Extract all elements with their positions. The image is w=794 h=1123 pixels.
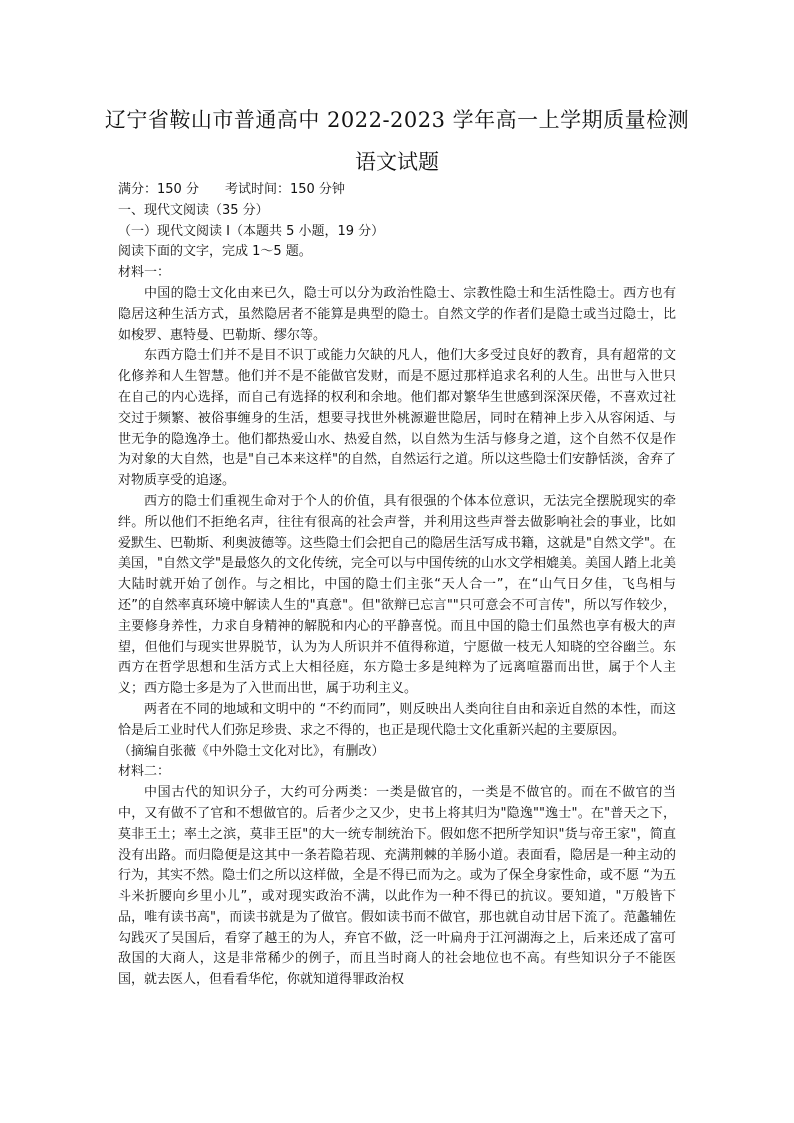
document-body [118, 180, 676, 991]
material1-source: （摘编自张薇《中外隐士文化对比》，有删改） [118, 743, 385, 759]
time-info: 考试时间：150 分钟 [224, 182, 345, 197]
material1-paragraph: 东西方隐士们并不是目不识丁或能力欠缺的凡人，他们大多受过良好的教育，具有超常的文化修养和人生智慧。他们并不是不能做官发财，而是不愿过那样追求名利的人生。出世与入世只在自己的内心选择，而自己有选择的权利和余地。他们都对繁华生世感到深深厌倦，不喜欢过社交过于频繁、被俗事缠身的生活，想要寻找世外桃源避世隐居，同时在精神上步入从容闲适、与世无争的隐逸净土。他们都热爱山水、热爱自然，以自然为生活与修身之道，这个自然不仅是作为对象的大自然，也是"自己本来这样"的自然，自然运行之道。所以这些隐士们安静恬淡，舍弃了对物质享受的追逐。 [118, 348, 676, 489]
score-info: 满分：150 分 [118, 182, 199, 197]
section-heading: 一、现代文阅读（35 分） [118, 202, 269, 218]
subsection-heading: （一）现代文阅读 I（本题共 5 小题，19 分） [118, 223, 385, 239]
material1-paragraph: 西方的隐士们重视生命对于个人的价值，具有很强的个体本位意识，无法完全摆脱现实的牵绊。所以他们不拒绝名声，往往有很高的社会声誉，并利用这些声誉去做影响社会的事业，比如爱默生、巴勒斯、利奥波德等。这些隐士们会把自己的隐居生活写成书籍，这就是"自然文学"。在美国，"自然文学"是最悠久的文化传统，完全可以与中国传统的山水文学相媲美。美国人踏上北美大陆时就开始了创作。与之相比，中国的隐士们主张“天人合一”，在“山气日夕佳，飞鸟相与还”的自然率真环境中解读人生的"真意"。但"欲辩已忘言""只可意会不可言传"，所以写作较少，主要修身养性，力求自身精神的解脱和内心的平静喜悦。而且中国的隐士们虽然也享有极大的声望，但他们与现实世界脱节，认为为人所识并不值得称道，宁愿做一枝无人知晓的空谷幽兰。东西方在哲学思想和生活方式上大相径庭，东方隐士多是纯粹为了远离喧嚣而出世，属于个人主义；西方隐士多是为了入世而出世，属于功利主义。 [118, 493, 676, 697]
exam-meta [118, 180, 676, 201]
material1-label: 材料一： [118, 265, 171, 281]
document-subtitle: 语文试题 [355, 150, 439, 174]
material1-paragraph: 中国的隐士文化由来已久，隐士可以分为政治性隐士、宗教性隐士和生活性隐士。西方也有隐居这种生活方式，虽然隐居者不能算是典型的隐士。自然文学的作者们是隐士或当过隐士，比如梭罗、惠特曼、巴勒斯、缪尔等。 [118, 285, 676, 343]
reading-instruction: 阅读下面的文字，完成 1～5 题。 [118, 244, 312, 260]
material2-paragraph: 中国古代的知识分子，大约可分两类：一类是做官的，一类是不做官的。而在不做官的当中，又有做不了官和不想做官的。后者少之又少，史书上将其归为"隐逸""逸士"。在"普天之下，莫非王土；率土之滨，莫非王臣"的大一统专制统治下。假如您不把所学知识"货与帝王家"，简直没有出路。而归隐便是这其中一条若隐若现、充满荆棘的羊肠小道。表面看，隐居是一种主动的行为，其实不然。隐士们之所以这样做，全是不得已而为之。或为了保全身家性命，或不愿 “为五斗米折腰向乡里小儿”，或对现实政治不满，以此作为一种不得已的抗议。要知道，"万般皆下品，唯有读书高"，而读书就是为了做官。假如读书而不做官，那也就自动甘居下流了。范蠡辅佐勾践灭了吴国后，看穿了越王的为人，弃官不做，泛一叶扁舟于江河湖海之上，后来还成了富可敌国的大商人，这是非常稀少的例子，而且当时商人的社会地位也不高。有些知识分子不能医国，就去医人，但看看华佗，你就知道得罪政治权 [118, 785, 676, 988]
material1-paragraph: 两者在不同的地域和文明中的 “不约而同”，则反映出人类向往自由和亲近自然的本性，而这恰是后工业时代人们弥足珍贵、求之不得的，也正是现代隐士文化重新兴起的主要原因。 [118, 701, 676, 738]
material2-label: 材料二： [118, 764, 171, 780]
document-title: 辽宁省鞍山市普通高中 2022-2023 学年高一上学期质量检测 [104, 108, 690, 132]
